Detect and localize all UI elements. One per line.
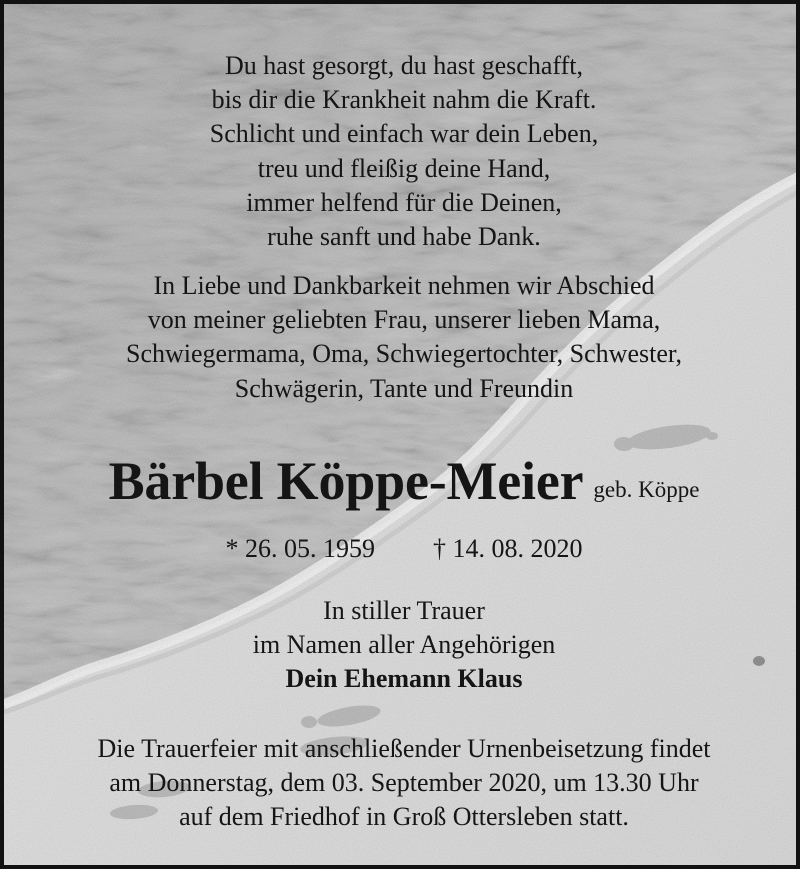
poem-line: Du hast gesorgt, du hast geschafft, [225,51,583,80]
life-dates [4,532,800,566]
poem-line: bis dir die Krankheit nahm die Kraft. [211,85,597,115]
mourners [4,594,800,697]
deceased-name: Bärbel Köppe-Meier [108,451,584,511]
poem-line: immer helfend für die Deinen, [246,187,562,217]
mourning-line: In stiller Trauer [323,596,485,625]
service-line: Die Trauerfeier mit anschließender Urnenbeisetzung findet [97,734,711,763]
deceased-name-row [4,451,800,511]
signatory: Dein Ehemann Klaus [285,664,523,694]
service-line: am Donnerstag, dem 03. September 2020, um 13.30 Uhr [109,768,699,798]
funeral-service-info [4,732,800,835]
service-line: auf dem Friedhof in Groß Ottersleben statt. [179,802,629,832]
poem-line: Schlicht und einfach war dein Leben, [209,119,599,149]
poem-line: treu und fleißig deine Hand, [257,153,551,183]
poem-line: ruhe sanft und habe Dank. [267,222,541,252]
birth-date: * 26. 05. 1959 [225,534,375,563]
maiden-name: geb. Köppe [593,477,700,502]
farewell-line: Schwiegermama, Oma, Schwiegertochter, Schwester, [125,339,682,369]
farewell-line: Schwägerin, Tante und Freundin [234,373,574,403]
farewell-line: von meiner geliebten Frau, unserer lieben Mama, [147,305,661,335]
farewell-text [4,269,800,406]
mourning-line: im Namen aller Angehörigen [252,630,556,660]
death-date: † 14. 08. 2020 [433,534,583,563]
farewell-line: In Liebe und Dankbarkeit nehmen wir Abschied [153,271,655,300]
poem [4,49,800,254]
